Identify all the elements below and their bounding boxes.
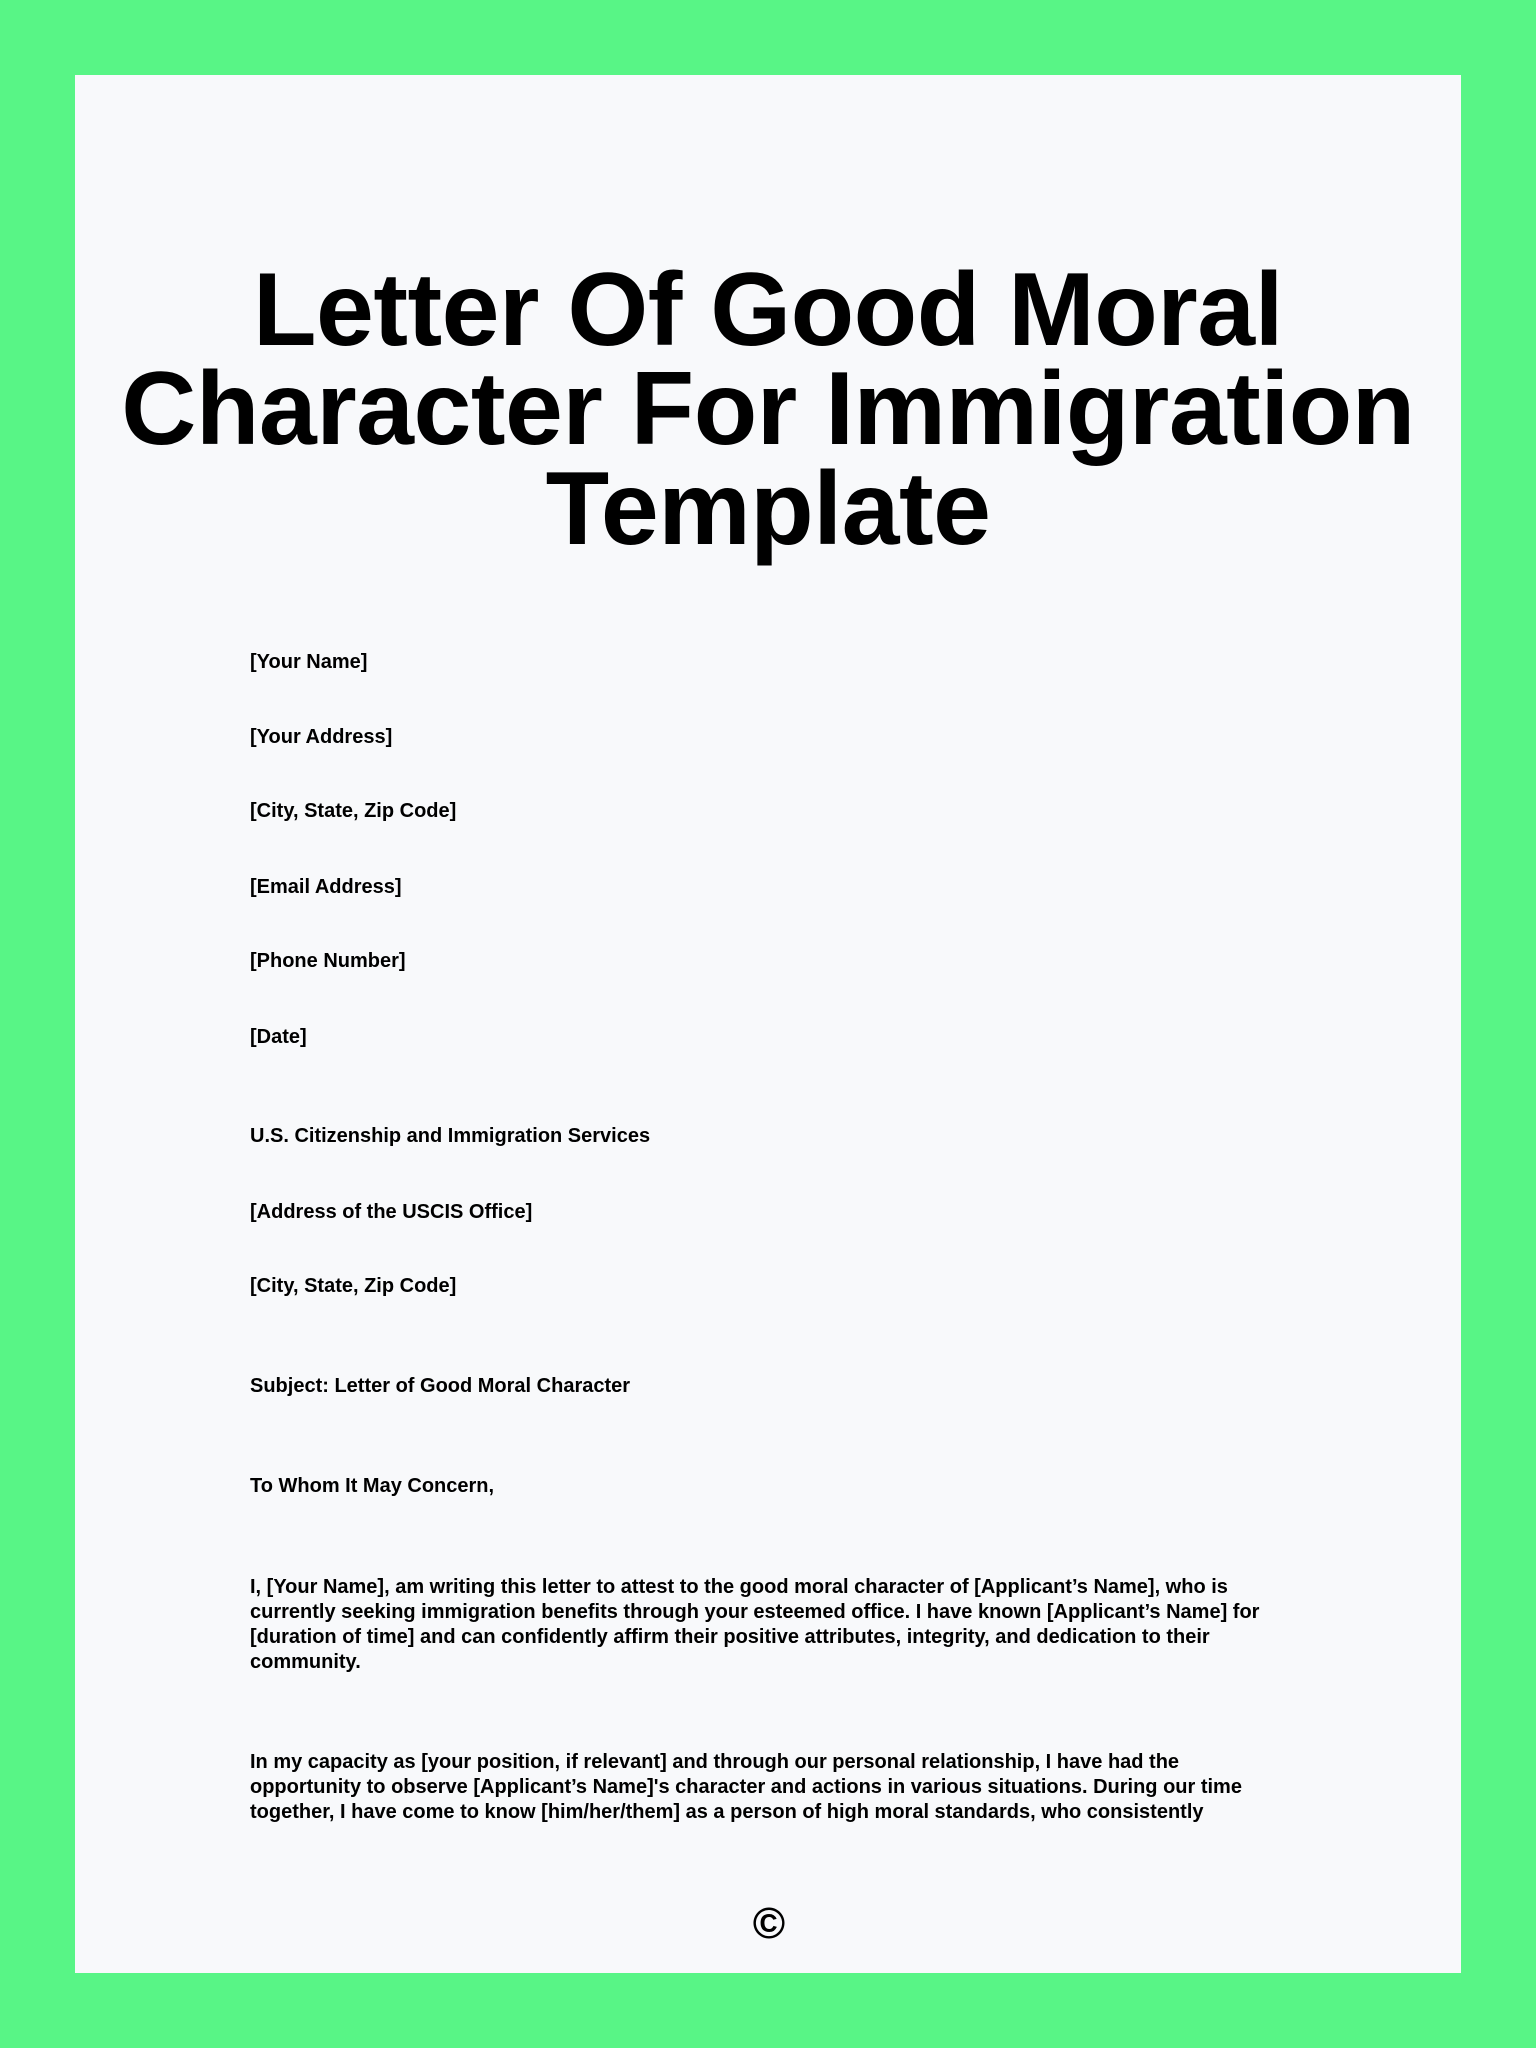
recipient-agency: U.S. Citizenship and Immigration Services (250, 1125, 651, 1147)
letter-date: [Date] (250, 1026, 307, 1048)
subject-line: Subject: Letter of Good Moral Character (250, 1375, 631, 1397)
sender-phone: [Phone Number] (250, 950, 406, 972)
paragraph-line: I, [Your Name], am writing this letter to attest to the good moral character of [Applicant’s Name], who is (250, 1576, 1228, 1598)
paragraph-line: opportunity to observe [Applicant’s Name]'s character and actions in various situations. During our time (250, 1776, 1242, 1798)
sender-name: [Your Name] (250, 651, 368, 673)
salutation: To Whom It May Concern, (250, 1475, 495, 1497)
paragraph-line: [duration of time] and can confidently affirm their positive attributes, integrity, and dedication to their (250, 1626, 1210, 1648)
paragraph-line: currently seeking immigration benefits through your esteemed office. I have known [Applicant’s Name] for (250, 1601, 1260, 1623)
sender-email: [Email Address] (250, 876, 402, 898)
paragraph-line: community. (250, 1651, 361, 1673)
sender-city: [City, State, Zip Code] (250, 800, 457, 822)
paragraph-line: together, I have come to know [him/her/them] as a person of high moral standards, who consistently (250, 1801, 1204, 1823)
title-line: Template (545, 451, 991, 567)
copyright-icon: © (752, 1899, 786, 1948)
title-line: Letter Of Good Moral (253, 252, 1283, 368)
paragraph-line: In my capacity as [your position, if relevant] and through our personal relationship, I have had the (250, 1751, 1180, 1773)
sender-address: [Your Address] (250, 726, 393, 748)
recipient-city: [City, State, Zip Code] (250, 1275, 457, 1297)
title-line: Character For Immigration (121, 351, 1415, 467)
recipient-address: [Address of the USCIS Office] (250, 1201, 533, 1223)
